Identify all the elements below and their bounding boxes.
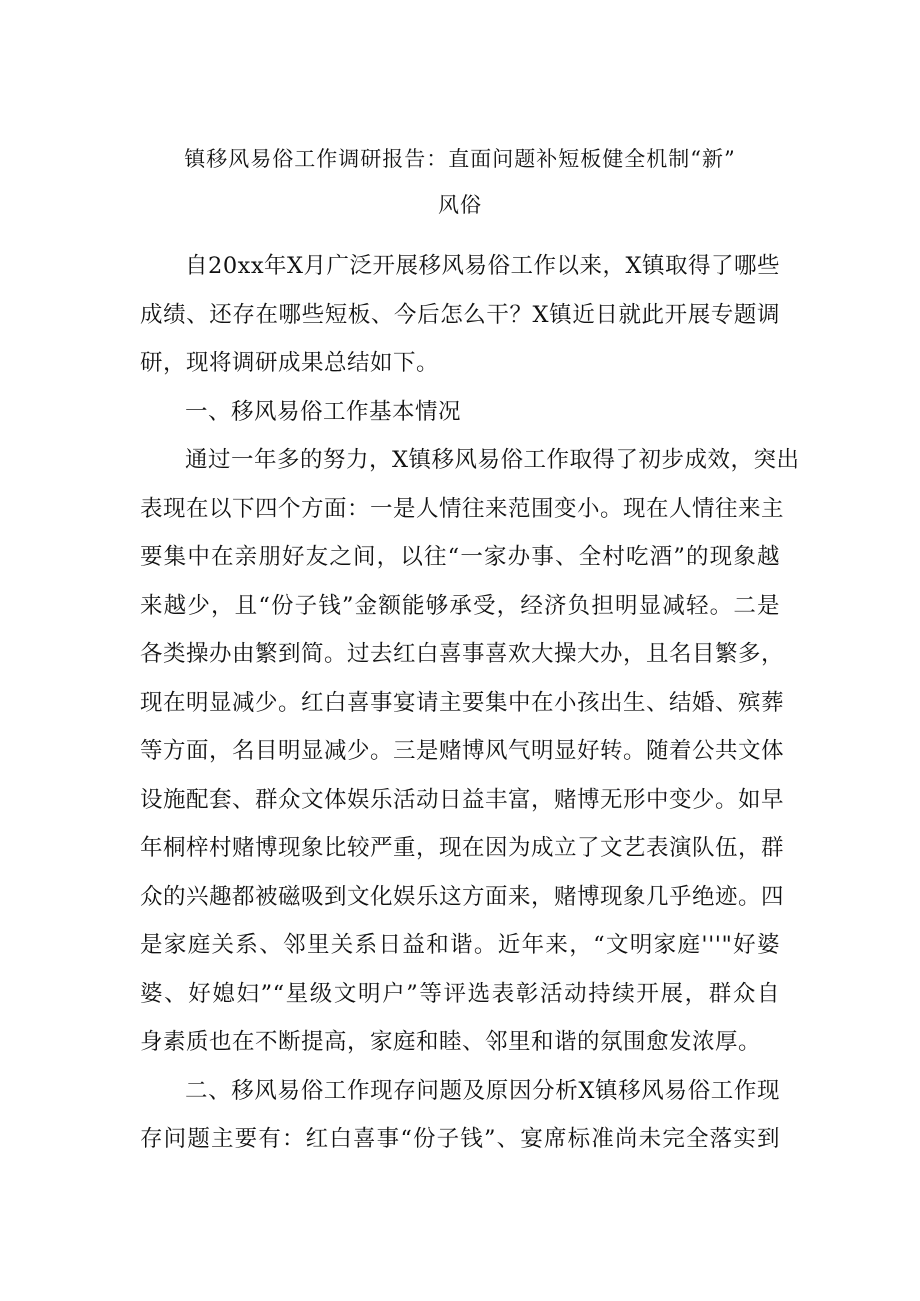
paragraph-line: 年桐梓村赌博现象比较严重，现在因为成立了文艺表演队伍，群 <box>140 835 785 861</box>
paragraph-line: 研，现将调研成果总结如下。 <box>140 350 440 376</box>
paragraph-line: 等方面，名目明显减少。三是赌博风气明显好转。随着公共文体 <box>140 738 785 764</box>
paragraph-line: 是家庭关系、邻里关系日益和谐。近年来，“文明家庭'''"好婆 <box>140 932 780 958</box>
paragraph-line: 现在明显减少。红白喜事宴请主要集中在小孩出生、结婚、殡葬 <box>140 690 785 716</box>
paragraph-line: 各类操办由繁到简。过去红白喜事喜欢大操大办，且名目繁多， <box>140 641 785 667</box>
paragraph-line: 成绩、还存在哪些短板、今后怎么干？X镇近日就此开展专题调 <box>140 302 780 328</box>
document-title-line-1: 镇移风易俗工作调研报告：直面问题补短板健全机制“新” <box>184 147 736 171</box>
paragraph-line: 身素质也在不断提高，家庭和睦、邻里和谐的氛围愈发浓厚。 <box>140 1029 762 1055</box>
paragraph-line: 要集中在亲朋好友之间，以往“一家办事、全村吃酒”的现象越 <box>140 544 780 570</box>
section-heading-2: 二、移风易俗工作现存问题及原因分析X镇移风易俗工作现 <box>185 1078 780 1104</box>
paragraph-line: 表现在以下四个方面：一是人情往来范围变小。现在人情往来主 <box>140 496 785 522</box>
paragraph-line: 设施配套、群众文体娱乐活动日益丰富，赌博无形中变少。如早 <box>140 787 785 813</box>
section-heading-1: 一、移风易俗工作基本情况 <box>185 399 462 425</box>
paragraph-line: 通过一年多的努力，X镇移风易俗工作取得了初步成效，突出 <box>185 447 800 473</box>
paragraph-line: 来越少，且“份子钱”金额能够承受，经济负担明显减轻。二是 <box>140 593 780 619</box>
paragraph-line: 存问题主要有：红白喜事“份子钱”、宴席标准尚未完全落实到 <box>140 1126 780 1152</box>
paragraph-line: 婆、好媳妇”“星级文明户”等评选表彰活动持续开展，群众自 <box>140 981 780 1007</box>
document-title-line-2: 风俗 <box>438 193 482 217</box>
paragraph-line: 众的兴趣都被磁吸到文化娱乐这方面来，赌博现象几乎绝迹。四 <box>140 884 785 910</box>
paragraph-line: 自20xx年X月广泛开展移风易俗工作以来，X镇取得了哪些 <box>185 253 781 279</box>
